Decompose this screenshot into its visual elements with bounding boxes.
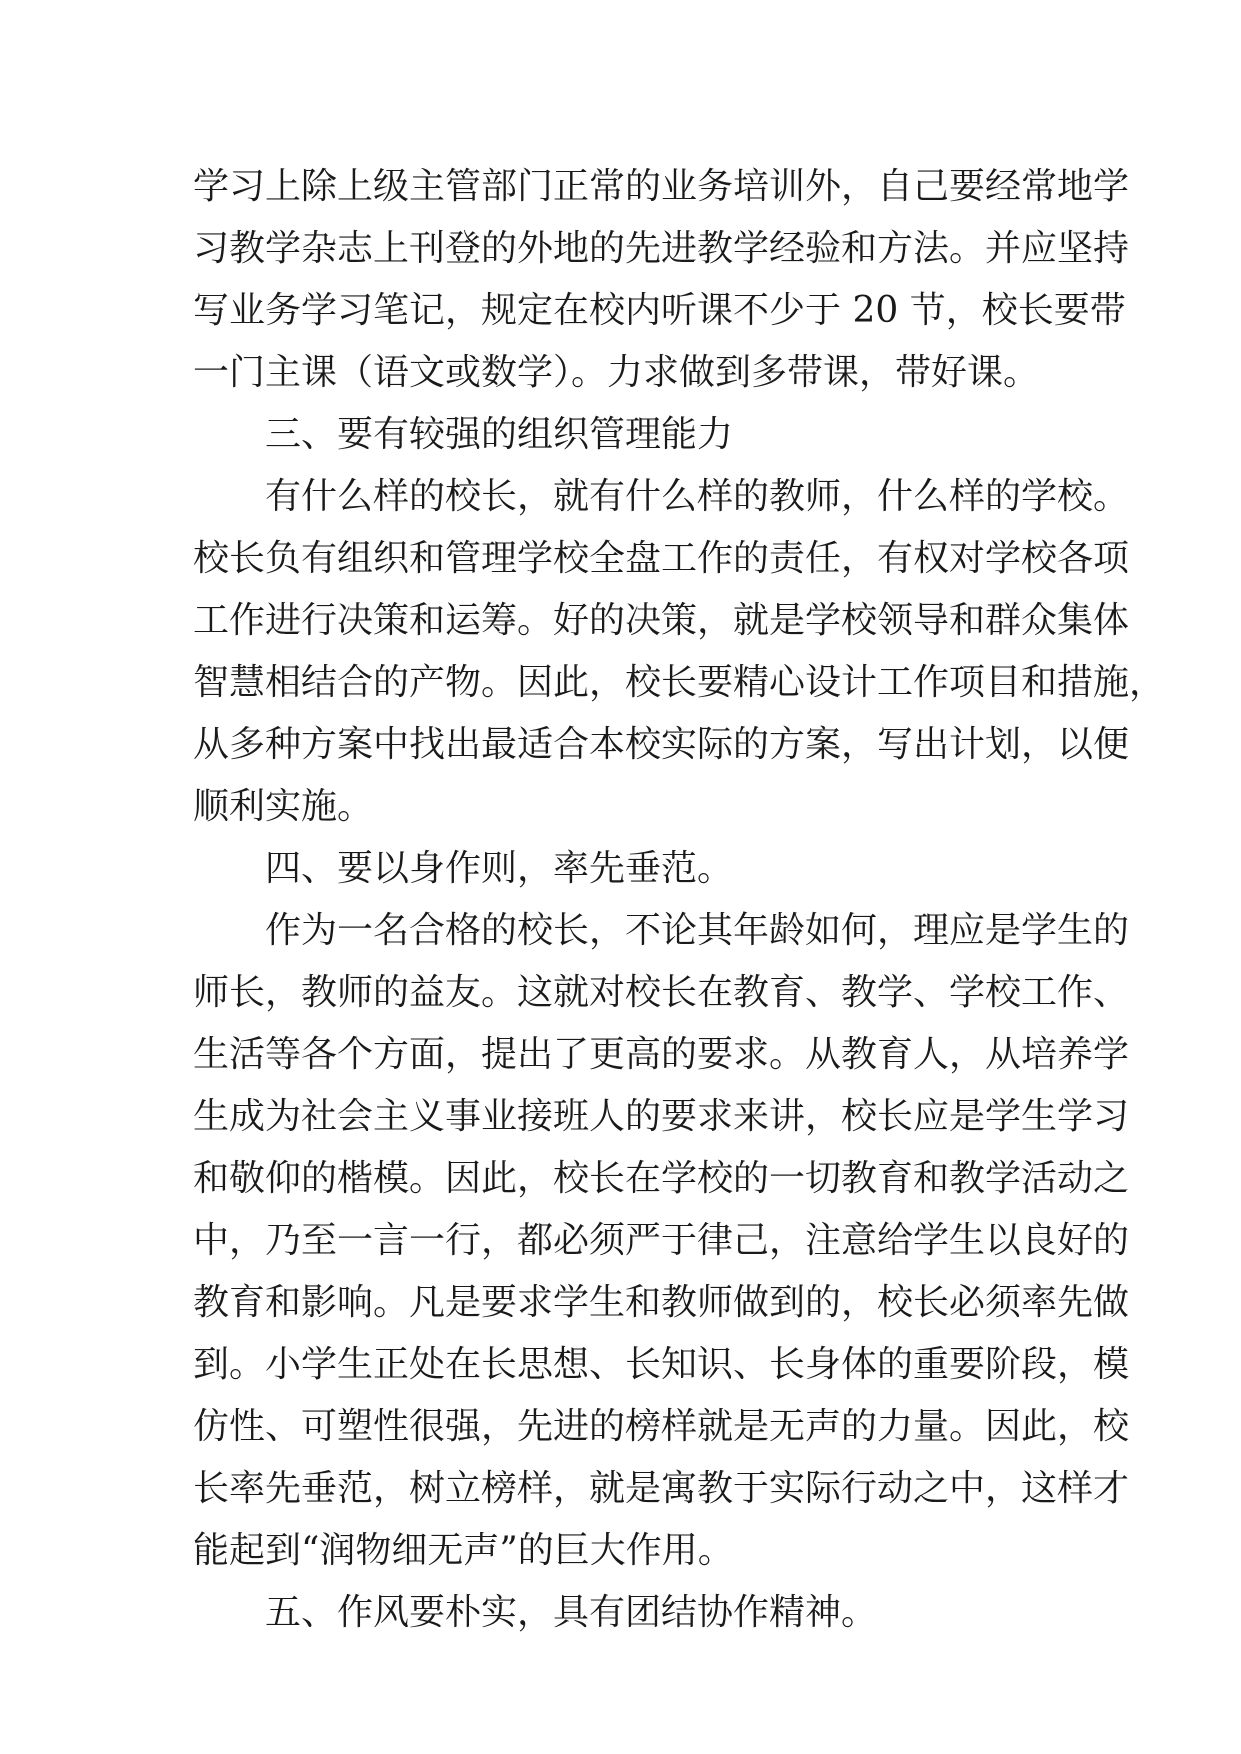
text-line: 生成为社会主义事业接班人的要求来讲，校长应是学生学习 <box>193 1096 1130 1137</box>
text-line: 学习上除上级主管部门正常的业务培训外，自己要经常地学 <box>193 166 1130 207</box>
text-line: 顺利实施。 <box>193 786 374 827</box>
section-heading-4: 四、要以身作则，率先垂范。 <box>265 848 734 889</box>
text-line: 智慧相结合的产物。因此，校长要精心设计工作项目和措施， <box>193 662 1166 703</box>
text-line: 习教学杂志上刊登的外地的先进教学经验和方法。并应坚持 <box>193 228 1130 269</box>
text-line: 从多种方案中找出最适合本校实际的方案，写出计划，以便 <box>193 724 1130 765</box>
text-line: 师长，教师的益友。这就对校长在教育、教学、学校工作、 <box>193 972 1130 1013</box>
text-line: 生活等各个方面，提出了更高的要求。从教育人，从培养学 <box>193 1034 1130 1075</box>
text-line: 和敬仰的楷模。因此，校长在学校的一切教育和教学活动之 <box>193 1158 1130 1199</box>
text-line: 校长负有组织和管理学校全盘工作的责任，有权对学校各项 <box>193 538 1130 579</box>
text-line: 有什么样的校长，就有什么样的教师，什么样的学校。 <box>265 476 1130 517</box>
text-line: 仿性、可塑性很强，先进的榜样就是无声的力量。因此，校 <box>193 1406 1130 1447</box>
text-line: 教育和影响。凡是要求学生和教师做到的，校长必须率先做 <box>193 1282 1130 1323</box>
text-line: 作为一名合格的校长，不论其年龄如何，理应是学生的 <box>265 910 1130 951</box>
section-heading-5: 五、作风要朴实，具有团结协作精神。 <box>265 1592 878 1633</box>
text-line: 一门主课（语文或数学）。力求做到多带课，带好课。 <box>193 352 1040 393</box>
text-line: 写业务学习笔记，规定在校内听课不少于 20 节，校长要带 <box>193 290 1126 331</box>
text-line: 到。小学生正处在长思想、长知识、长身体的重要阶段，模 <box>193 1344 1130 1385</box>
section-heading-3: 三、要有较强的组织管理能力 <box>265 414 734 455</box>
text-line: 工作进行决策和运筹。好的决策，就是学校领导和群众集体 <box>193 600 1130 641</box>
document-body <box>193 156 1166 1644</box>
text-line: 能起到“润物细无声”的巨大作用。 <box>193 1530 734 1571</box>
text-line: 长率先垂范，树立榜样，就是寓教于实际行动之中，这样才 <box>193 1468 1130 1509</box>
text-line: 中，乃至一言一行，都必须严于律己，注意给学生以良好的 <box>193 1220 1130 1261</box>
